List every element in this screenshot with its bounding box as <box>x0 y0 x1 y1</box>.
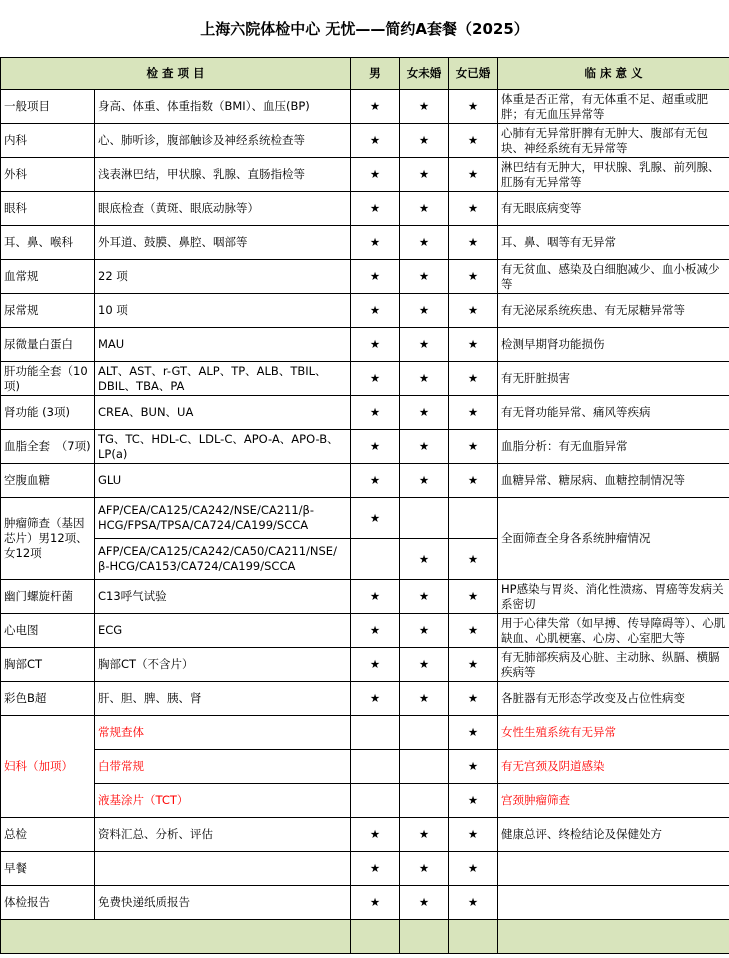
table-row <box>1 362 729 396</box>
female-single-star: ★ <box>400 539 449 580</box>
clinical-meaning: 宫颈肿瘤筛查 <box>498 784 729 818</box>
female-married-star: ★ <box>449 852 498 886</box>
item-category: 早餐 <box>1 852 95 886</box>
female-single-star: ★ <box>400 614 449 648</box>
table-row <box>1 124 729 158</box>
table-row <box>1 226 729 260</box>
male-star: ★ <box>351 614 400 648</box>
female-married-star: ★ <box>449 614 498 648</box>
item-detail: 外耳道、鼓膜、鼻腔、咽部等 <box>95 226 351 260</box>
male-star <box>351 784 400 818</box>
female-single-star: ★ <box>400 294 449 328</box>
male-star: ★ <box>351 158 400 192</box>
female-married-star: ★ <box>449 260 498 294</box>
page-title: 上海六院体检中心 无忧——简约A套餐（2025） <box>200 20 529 38</box>
female-single-star <box>400 784 449 818</box>
table-row <box>1 784 729 818</box>
table-row <box>1 682 729 716</box>
female-single-star: ★ <box>400 396 449 430</box>
footer-cell <box>498 920 729 954</box>
item-category: 体检报告 <box>1 886 95 920</box>
item-category: 彩色B超 <box>1 682 95 716</box>
footer-cell <box>400 920 449 954</box>
header-male: 男 <box>351 58 400 90</box>
female-single-star: ★ <box>400 328 449 362</box>
female-married-star: ★ <box>449 682 498 716</box>
female-married-star: ★ <box>449 580 498 614</box>
header-meaning: 临 床 意 义 <box>498 58 729 90</box>
table-row <box>1 328 729 362</box>
female-married-star: ★ <box>449 124 498 158</box>
female-single-star: ★ <box>400 124 449 158</box>
female-married-star: ★ <box>449 886 498 920</box>
female-married-star: ★ <box>449 396 498 430</box>
male-star <box>351 539 400 580</box>
item-detail: MAU <box>95 328 351 362</box>
female-single-star: ★ <box>400 192 449 226</box>
table-row <box>1 158 729 192</box>
item-category: 内科 <box>1 124 95 158</box>
item-detail: TG、TC、HDL-C、LDL-C、APO-A、APO-B、LP(a) <box>95 430 351 464</box>
item-detail: 22 项 <box>95 260 351 294</box>
item-detail: 身高、体重、体重指数（BMI）、血压(BP) <box>95 90 351 124</box>
female-married-star <box>449 498 498 539</box>
table-row <box>1 886 729 920</box>
clinical-meaning: 各脏器有无形态学改变及占位性病变 <box>498 682 729 716</box>
female-single-star: ★ <box>400 464 449 498</box>
item-category: 幽门螺旋杆菌 <box>1 580 95 614</box>
clinical-meaning: 淋巴结有无肿大，甲状腺、乳腺、前列腺、肛肠有无异常等 <box>498 158 729 192</box>
item-category: 空腹血糖 <box>1 464 95 498</box>
footer-cell <box>351 920 400 954</box>
clinical-meaning: 有无肺部疾病及心脏、主动脉、纵膈、横膈疾病等 <box>498 648 729 682</box>
male-star <box>351 750 400 784</box>
male-star: ★ <box>351 580 400 614</box>
clinical-meaning: 耳、鼻、咽等有无异常 <box>498 226 729 260</box>
female-married-star: ★ <box>449 648 498 682</box>
clinical-meaning: 检测早期肾功能损伤 <box>498 328 729 362</box>
female-married-star: ★ <box>449 226 498 260</box>
female-single-star: ★ <box>400 818 449 852</box>
female-married-star: ★ <box>449 192 498 226</box>
item-detail: 10 项 <box>95 294 351 328</box>
item-detail: ECG <box>95 614 351 648</box>
male-star: ★ <box>351 226 400 260</box>
item-detail: ALT、AST、r-GT、ALP、TP、ALB、TBIL、DBIL、TBA、PA <box>95 362 351 396</box>
female-single-star <box>400 716 449 750</box>
item-category: 总检 <box>1 818 95 852</box>
female-single-star: ★ <box>400 158 449 192</box>
item-category: 眼科 <box>1 192 95 226</box>
item-detail: 常规查体 <box>95 716 351 750</box>
footer-row <box>1 920 729 954</box>
clinical-meaning: 心肺有无异常肝脾有无肿大、腹部有无包块、神经系统有无异常等 <box>498 124 729 158</box>
female-single-star <box>400 750 449 784</box>
clinical-meaning: 血脂分析：有无血脂异常 <box>498 430 729 464</box>
table-row <box>1 294 729 328</box>
female-single-star: ★ <box>400 90 449 124</box>
table-row <box>1 818 729 852</box>
item-detail: 眼底检查（黄斑、眼底动脉等） <box>95 192 351 226</box>
item-category: 外科 <box>1 158 95 192</box>
item-detail: 肝、胆、脾、胰、肾 <box>95 682 351 716</box>
item-detail: 免费快递纸质报告 <box>95 886 351 920</box>
table-row <box>1 716 729 750</box>
clinical-meaning: HP感染与胃炎、消化性溃疡、胃癌等发病关系密切 <box>498 580 729 614</box>
clinical-meaning: 有无肾功能异常、痛风等疾病 <box>498 396 729 430</box>
male-star: ★ <box>351 648 400 682</box>
female-married-star: ★ <box>449 716 498 750</box>
male-star: ★ <box>351 818 400 852</box>
item-category: 血脂全套 （7项) <box>1 430 95 464</box>
female-single-star: ★ <box>400 260 449 294</box>
item-category: 妇科（加项） <box>1 716 95 818</box>
item-detail: 资料汇总、分析、评估 <box>95 818 351 852</box>
female-single-star: ★ <box>400 580 449 614</box>
clinical-meaning: 血糖异常、糖尿病、血糖控制情况等 <box>498 464 729 498</box>
male-star: ★ <box>351 464 400 498</box>
clinical-meaning <box>498 852 729 886</box>
female-married-star: ★ <box>449 362 498 396</box>
female-married-star: ★ <box>449 90 498 124</box>
item-category: 胸部CT <box>1 648 95 682</box>
female-single-star: ★ <box>400 226 449 260</box>
table-row <box>1 750 729 784</box>
male-star: ★ <box>351 430 400 464</box>
female-single-star: ★ <box>400 682 449 716</box>
header-item: 检 查 项 目 <box>1 58 351 90</box>
male-star <box>351 716 400 750</box>
item-category: 耳、鼻、喉科 <box>1 226 95 260</box>
table-row <box>1 852 729 886</box>
clinical-meaning <box>498 886 729 920</box>
male-star: ★ <box>351 362 400 396</box>
male-star: ★ <box>351 886 400 920</box>
header-female-married: 女已婚 <box>449 58 498 90</box>
female-married-star: ★ <box>449 430 498 464</box>
female-single-star: ★ <box>400 852 449 886</box>
male-star: ★ <box>351 90 400 124</box>
table-row <box>1 260 729 294</box>
item-category: 尿常规 <box>1 294 95 328</box>
clinical-meaning: 有无肝脏损害 <box>498 362 729 396</box>
clinical-meaning: 有无贫血、感染及白细胞减少、血小板减少等 <box>498 260 729 294</box>
item-detail: C13呼气试验 <box>95 580 351 614</box>
clinical-meaning: 全面筛查全身各系统肿瘤情况 <box>498 498 729 580</box>
footer-cell <box>449 920 498 954</box>
male-star: ★ <box>351 124 400 158</box>
female-single-star: ★ <box>400 648 449 682</box>
item-detail: 液基涂片（TCT） <box>95 784 351 818</box>
male-star: ★ <box>351 328 400 362</box>
male-star: ★ <box>351 192 400 226</box>
footer-cell <box>1 920 351 954</box>
item-category: 一般项目 <box>1 90 95 124</box>
table-row <box>1 192 729 226</box>
table-row <box>1 614 729 648</box>
item-detail: CREA、BUN、UA <box>95 396 351 430</box>
female-married-star: ★ <box>449 328 498 362</box>
table-row <box>1 498 729 539</box>
item-detail: AFP/CEA/CA125/CA242/NSE/CA211/β-HCG/FPSA/TPSA/CA724/CA199/SCCA <box>95 498 351 539</box>
male-star: ★ <box>351 260 400 294</box>
male-star: ★ <box>351 498 400 539</box>
item-detail: AFP/CEA/CA125/CA242/CA50/CA211/NSE/β-HCG/CA153/CA724/CA199/SCCA <box>95 539 351 580</box>
female-single-star: ★ <box>400 430 449 464</box>
item-detail: GLU <box>95 464 351 498</box>
item-category: 肾功能 (3项) <box>1 396 95 430</box>
item-detail: 胸部CT（不含片） <box>95 648 351 682</box>
female-married-star: ★ <box>449 158 498 192</box>
clinical-meaning: 体重是否正常，有无体重不足、超重或肥胖；有无血压异常等 <box>498 90 729 124</box>
table-row <box>1 430 729 464</box>
female-married-star: ★ <box>449 784 498 818</box>
female-married-star: ★ <box>449 294 498 328</box>
table-row <box>1 648 729 682</box>
header-row <box>1 58 729 90</box>
male-star: ★ <box>351 852 400 886</box>
female-married-star: ★ <box>449 818 498 852</box>
item-category: 肝功能全套（10项) <box>1 362 95 396</box>
item-detail: 浅表淋巴结，甲状腺、乳腺、直肠指检等 <box>95 158 351 192</box>
item-category: 尿微量白蛋白 <box>1 328 95 362</box>
table-row <box>1 90 729 124</box>
item-category: 血常规 <box>1 260 95 294</box>
male-star: ★ <box>351 294 400 328</box>
item-category: 心电图 <box>1 614 95 648</box>
clinical-meaning: 有无宫颈及阴道感染 <box>498 750 729 784</box>
male-star: ★ <box>351 396 400 430</box>
table-row <box>1 580 729 614</box>
male-star: ★ <box>351 682 400 716</box>
item-category: 肿瘤筛查（基因芯片）男12项、女12项 <box>1 498 95 580</box>
clinical-meaning: 有无眼底病变等 <box>498 192 729 226</box>
female-married-star: ★ <box>449 464 498 498</box>
item-detail: 白带常规 <box>95 750 351 784</box>
clinical-meaning: 健康总评、终检结论及保健处方 <box>498 818 729 852</box>
clinical-meaning: 用于心律失常（如早搏、传导障碍等）、心肌缺血、心肌梗塞、心房、心室肥大等 <box>498 614 729 648</box>
checkup-table <box>0 57 729 954</box>
table-row <box>1 396 729 430</box>
table-row <box>1 464 729 498</box>
female-single-star: ★ <box>400 362 449 396</box>
header-female-single: 女未婚 <box>400 58 449 90</box>
female-married-star: ★ <box>449 539 498 580</box>
clinical-meaning: 女性生殖系统有无异常 <box>498 716 729 750</box>
item-detail: 心、肺听诊，腹部触诊及神经系统检查等 <box>95 124 351 158</box>
clinical-meaning: 有无泌尿系统疾患、有无尿糖异常等 <box>498 294 729 328</box>
female-single-star: ★ <box>400 886 449 920</box>
item-detail <box>95 852 351 886</box>
female-married-star: ★ <box>449 750 498 784</box>
female-single-star <box>400 498 449 539</box>
